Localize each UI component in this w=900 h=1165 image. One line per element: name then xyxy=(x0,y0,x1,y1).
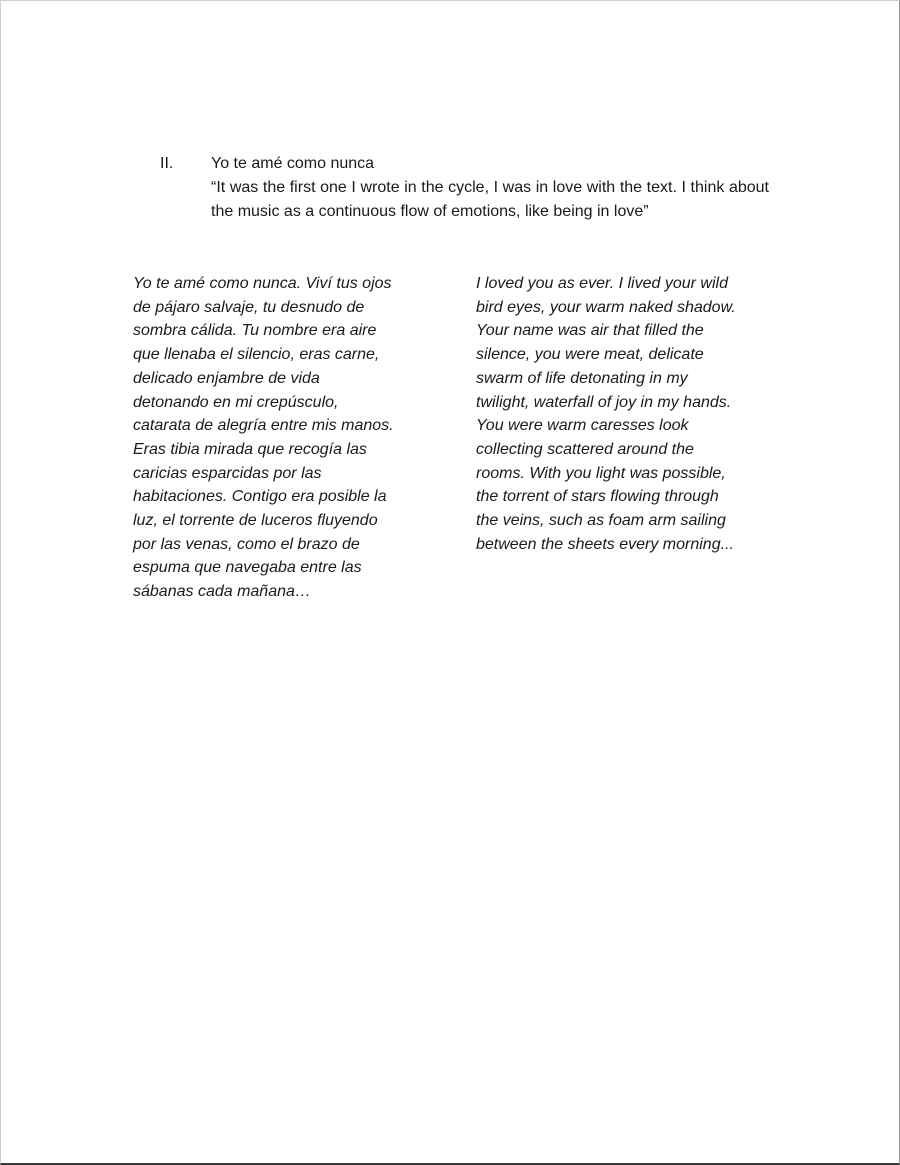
poem-line: rooms. With you light was possible, xyxy=(476,464,726,482)
section-body xyxy=(211,152,769,224)
poem-line: silence, you were meat, delicate xyxy=(476,346,704,364)
composer-quote: “It was the first one I wrote in the cycle, I was in love with the text. I think about the music as a continuous flow of emotions, like being in love” xyxy=(211,179,769,220)
section-title: Yo te amé como nunca xyxy=(211,155,375,172)
poem-line: the torrent of stars flowing through xyxy=(476,488,719,506)
poem-line: Yo te amé como nunca. Viví tus ojos xyxy=(133,275,392,292)
poem-english-column xyxy=(476,272,796,556)
poem-line: You were warm caresses look xyxy=(476,417,689,435)
poem-line: sombra cálida. Tu nombre era aire xyxy=(133,322,377,340)
poem-line: sábanas cada mañana… xyxy=(133,583,311,601)
poem-line: swarm of life detonating in my xyxy=(476,369,688,387)
poem-line: I loved you as ever. I lived your wild xyxy=(476,275,728,292)
poem-line: espuma que navegaba entre las xyxy=(133,559,362,577)
poem-line: bird eyes, your warm naked shadow. xyxy=(476,298,736,316)
poem-line: caricias esparcidas por las xyxy=(133,464,322,482)
poem-line: delicado enjambre de vida xyxy=(133,369,320,387)
poem-line: por las venas, como el brazo de xyxy=(133,535,360,553)
poem-line: luz, el torrente de luceros fluyendo xyxy=(133,512,378,530)
poem-spanish-column xyxy=(133,272,443,604)
poem-line: detonando en mi crepúsculo, xyxy=(133,393,339,411)
poem-line: habitaciones. Contigo era posible la xyxy=(133,488,387,506)
poem-line: twilight, waterfall of joy in my hands. xyxy=(476,393,732,411)
poem-line: the veins, such as foam arm sailing xyxy=(476,512,726,530)
section-number: II. xyxy=(160,155,174,172)
poem-line: Your name was air that filled the xyxy=(476,322,704,340)
poem-line: catarata de alegría entre mis manos. xyxy=(133,417,394,435)
poem-line: between the sheets every morning... xyxy=(476,535,734,553)
poem-line: de pájaro salvaje, tu desnudo de xyxy=(133,298,365,316)
poem-line: Eras tibia mirada que recogía las xyxy=(133,440,367,458)
poem-line: collecting scattered around the xyxy=(476,440,694,458)
poem-line: que llenaba el silencio, eras carne, xyxy=(133,346,380,364)
